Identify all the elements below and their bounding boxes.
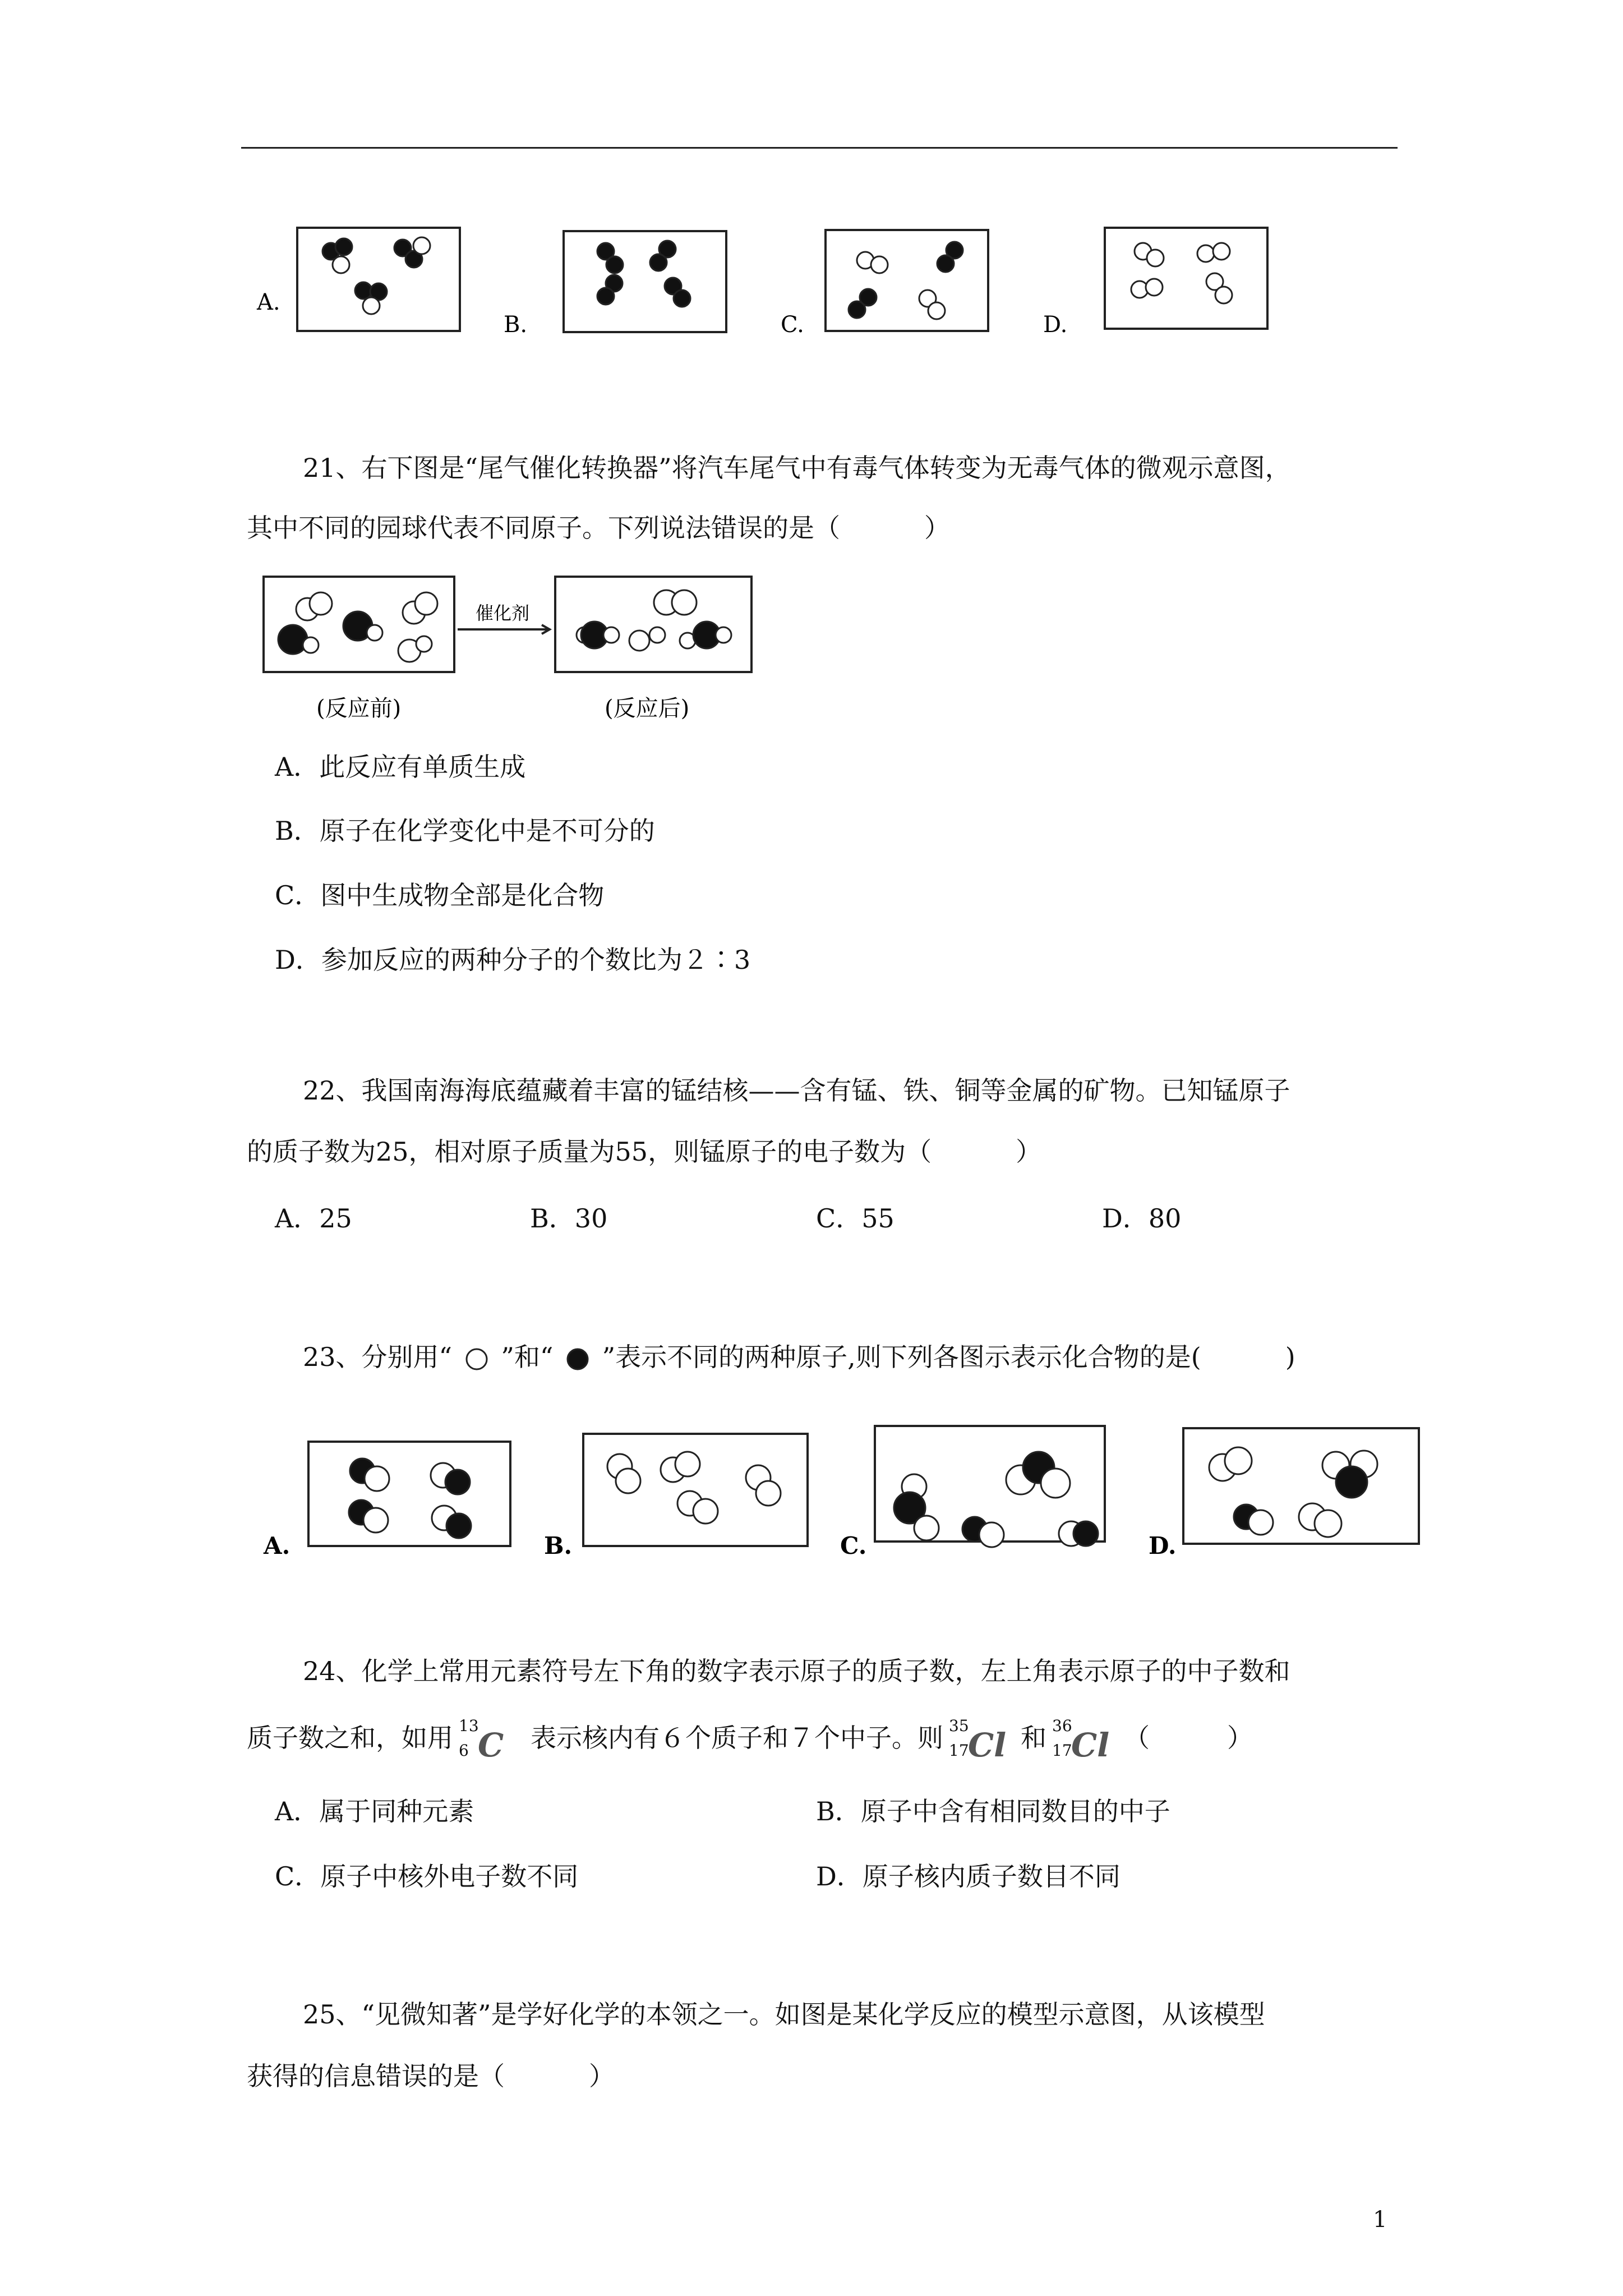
isotope-c13: 13 6 C bbox=[459, 1717, 504, 1764]
q24-option-b: B．原子中含有相同数目的中子 bbox=[816, 1796, 1170, 1826]
q23-label-c: C. bbox=[840, 1532, 867, 1559]
q24-line1: 24、化学上常用元素符号左下角的数字表示原子的质子数，左上角表示原子的中子数和 bbox=[303, 1656, 1290, 1686]
q20-diagrams bbox=[241, 213, 1295, 348]
q20-label-a: A. bbox=[257, 289, 280, 315]
q24-option-a: A．属于同种元素 bbox=[275, 1796, 474, 1826]
q20-label-d: D. bbox=[1043, 312, 1068, 338]
q21-line1: 21、右下图是“尾气催化转换器”将汽车尾气中有毒气体转变为无毒气体的微观示意图， bbox=[303, 453, 1291, 483]
q22-line1: 22、我国南海海底蕴藏着丰富的锰结核——含有锰、铁、铜等金属的矿物。已知锰原子 bbox=[303, 1075, 1290, 1106]
q23-label-a: A. bbox=[264, 1532, 291, 1559]
q22-line2: 的质子数为25，相对原子质量为55，则锰原子的电子数为（ ） bbox=[247, 1137, 1042, 1167]
q21-option-b: B．原子在化学变化中是不可分的 bbox=[275, 816, 655, 846]
q21-option-d: D．参加反应的两种分子的个数比为２∶3 bbox=[275, 945, 751, 975]
q21-line2: 其中不同的园球代表不同原子。下列说法错误的是（ ） bbox=[247, 513, 950, 543]
q23-label-d: D. bbox=[1149, 1532, 1177, 1559]
q20-label-c: C. bbox=[781, 312, 804, 338]
isotope-cl35: 35 17 Cl bbox=[949, 1717, 1007, 1764]
isotope-cl36: 36 17 Cl bbox=[1052, 1717, 1110, 1764]
after-label: (反应后) bbox=[605, 696, 690, 721]
page-number: 1 bbox=[1373, 2207, 1387, 2233]
q21-reaction-diagram bbox=[258, 571, 763, 728]
before-label: (反应前) bbox=[316, 696, 402, 721]
q23-diagrams bbox=[258, 1414, 1436, 1565]
white-atom-icon bbox=[460, 1346, 493, 1372]
q24-line2: 质子数之和，如用 13 6 C 表示核内有６个质子和７个中子。则 35 17 Cl 和 36 17 Cl （ ） bbox=[247, 1717, 1253, 1764]
q21-option-a: A．此反应有单质生成 bbox=[275, 752, 526, 782]
q20-label-b: B. bbox=[504, 312, 528, 338]
q23-stem: 23、分别用“ ”和“ ”表示不同的两种原子,则下列各图示表示化合物的是( ) bbox=[303, 1342, 1295, 1372]
catalyst-label: 催化剂 bbox=[476, 602, 530, 624]
q24-option-c: C．原子中核外电子数不同 bbox=[275, 1861, 579, 1892]
q25-line1: 25、“见微知著”是学好化学的本领之一。如图是某化学反应的模型示意图，从该模型 bbox=[303, 1999, 1265, 2030]
q22-option-c: C．55 bbox=[816, 1203, 895, 1234]
q24-option-d: D．原子核内质子数目不同 bbox=[816, 1861, 1121, 1892]
header-rule bbox=[241, 147, 1398, 149]
q25-line2: 获得的信息错误的是（ ） bbox=[247, 2061, 615, 2091]
q22-option-d: D．80 bbox=[1102, 1203, 1182, 1234]
black-atom-icon bbox=[561, 1346, 594, 1372]
q21-option-c: C．图中生成物全部是化合物 bbox=[275, 880, 605, 910]
q22-option-a: A．25 bbox=[275, 1203, 352, 1234]
q22-option-b: B．30 bbox=[530, 1203, 608, 1234]
q23-label-b: B. bbox=[544, 1532, 573, 1559]
